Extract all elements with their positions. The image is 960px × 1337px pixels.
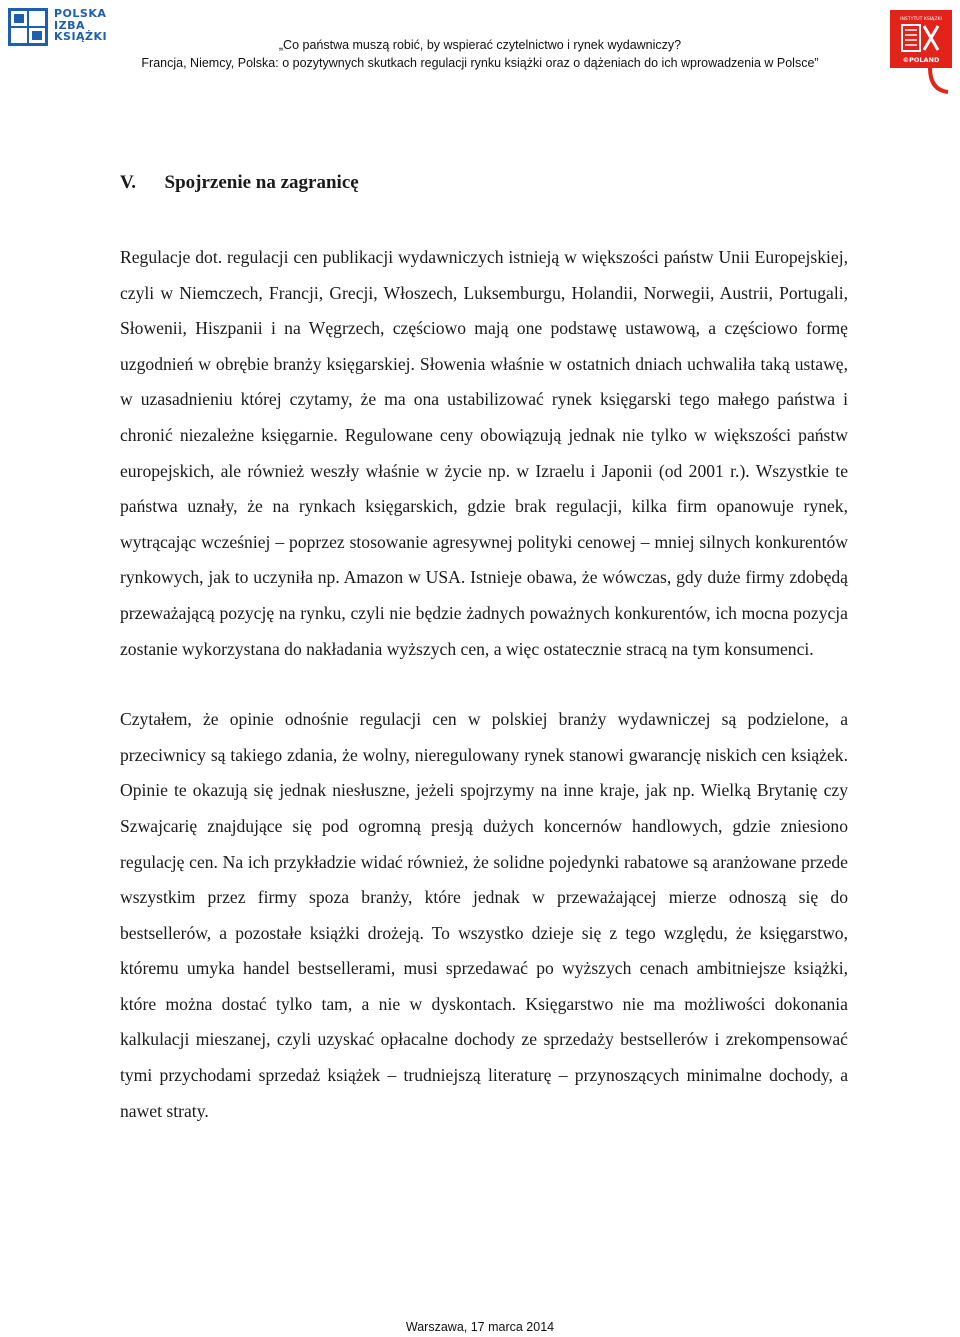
header-line-2: Francja, Niemcy, Polska: o pozytywnych skutkach regulacji rynku książki oraz o dążeniach do ich wprowadzenia w Polsce” (141, 56, 819, 70)
logo-line-2: IZBA (54, 18, 85, 32)
document-body (120, 240, 848, 1129)
logo-wordmark (54, 8, 107, 43)
logo-right-top-text: INSTYTUT KSIĄŻKI (900, 17, 942, 22)
footer-date: Warszawa, 17 marca 2014 (405, 1320, 555, 1334)
document-header (140, 36, 820, 72)
section-title: V. Spojrzenie na zagranicę (120, 172, 359, 193)
paragraph-1: Regulacje dot. regulacji cen publikacji wydawniczych istnieją w większości państw Unii Europejskiej, czyli w Niemczech, Francji, Grecji, Włoszech, Luksemburgu, Holandii, Norwegii, Austrii, Portugali, Słowenii, Hiszpanii i na Węgrzech, częściowo mają one podstawę ustawową, a częściowo formę uzgodnień w obrębie branży księgarskiej. Słowenia właśnie w ostatnich dniach uchwaliła taką ustawę, w uzasadnieniu której czytamy, że ma ona ustabilizować rynek księgarski tego małego państwa i chronić niezależne księgarnie. Regulowane ceny obowiązują jednak nie tylko w większości państw europejskich, ale również weszły właśnie w życie np. w Izraelu i Japonii (od 2001 r.). Wszystkie te państwa uznały, że na rynkach księgarskich, gdzie brak regulacji, kilka firm opanowuje rynek, wytrącając wcześniej – poprzez stosowanie agresywnej polityki cenowej – mniej silnych konkurentów rynkowych, jak to uczyniła np. Amazon w USA. Istnieje obawa, że wówczas, gdy duże firmy zdobędą przeważającą pozycję na rynku, czyli nie będzie żadnych poważnych konkurentów, ich mocna pozycja zostanie wykorzystana do nakładania wyższych cen, a więc ostatecznie stracą na tym konsumenci. (120, 247, 848, 659)
header-line-1: „Co państwa muszą robić, by wspierać czytelnictwo i rynek wydawniczy? (278, 38, 682, 52)
logo-line-3: KSIĄŻKI (54, 30, 108, 43)
paragraph-2: Czytałem, że opinie odnośnie regulacji cen w polskiej branży wydawniczej są podzielone, a przeciwnicy są takiego zdania, że wolny, nieregulowany rynek stanowi gwarancję niskich cen książek. Opinie te okazują się jednak niesłuszne, jeżeli spojrzymy na inne kraje, jak np. Wielką Brytanię czy Szwajcarię znajdujące się pod ogromną presją dużych koncernów handlowych, gdzie zniesiono regulację cen. Na ich przykładzie widać również, że solidne pojedynki rabatowe są aranżowane przede wszystkim przez firmy spoza branży, które jednak w przeważającej mierze odnoszą się do bestsellerów, a pozostałe książki drożeją. To wszystko dzieje się z tego względu, że księgarstwo, któremu umyka handel bestsellerami, musi sprzedawać po wyższych cenach ambitniejsze książki, które można dostać tylko tam, a nie w dyskontach. Księgarstwo nie ma możliwości dokonania kalkulacji mieszanej, czyli uzyskać opłacalne dochody ze sprzedaży bestsellerów i zrekompensować tymi przychodami sprzedaż książek – trudniejszą literaturę – przynoszących minimalne dochody, a nawet straty. (120, 709, 848, 1121)
polska-izba-ksiazki-logo (8, 8, 107, 46)
instytut-ksiazki-logo (890, 10, 952, 99)
logo-line-1: POLSKA (54, 7, 107, 20)
logo-squares-icon (8, 8, 48, 46)
logo-right-bottom-text: ©POLAND (902, 56, 940, 64)
